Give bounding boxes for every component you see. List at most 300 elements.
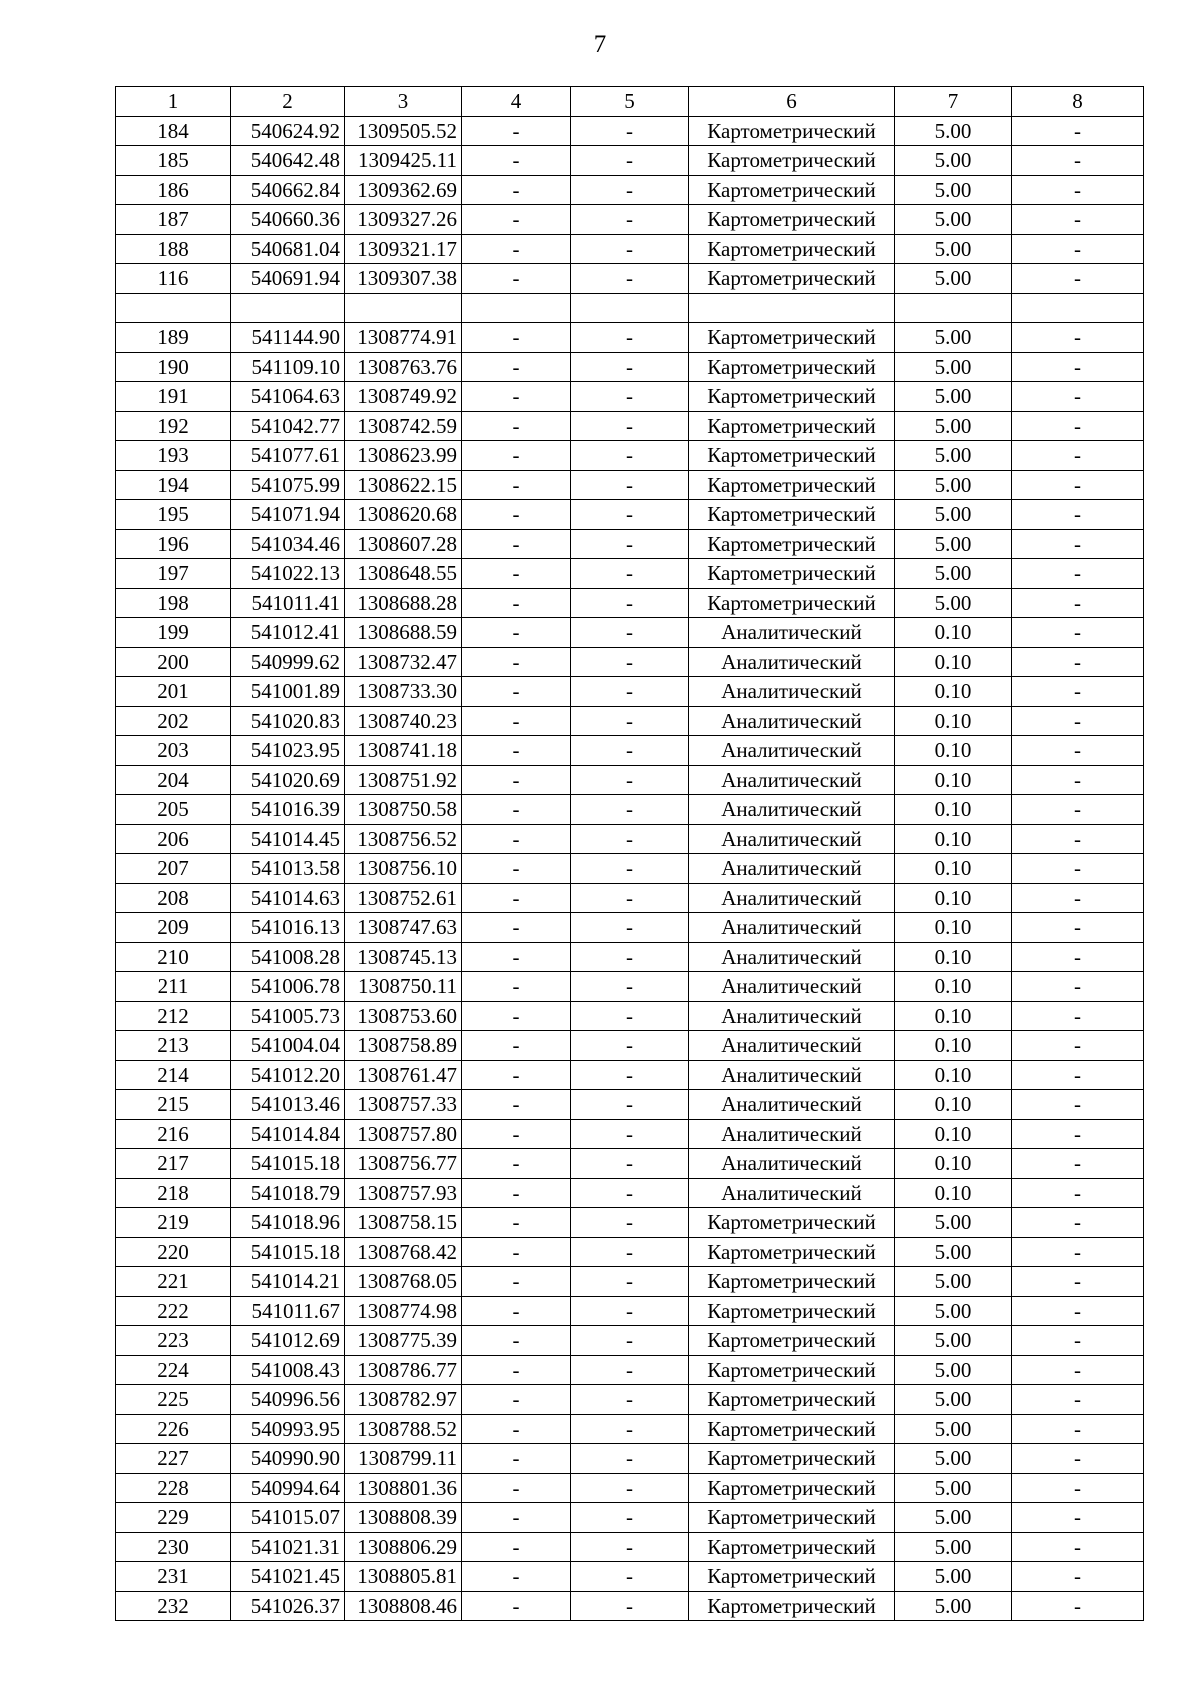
accuracy-cell: 0.10 xyxy=(895,854,1012,884)
y-coordinate-cell: 1308752.61 xyxy=(345,883,462,913)
column-8-cell: - xyxy=(1012,1385,1144,1415)
y-coordinate-cell: 1308799.11 xyxy=(345,1444,462,1474)
accuracy-cell: 5.00 xyxy=(895,323,1012,353)
x-coordinate-cell: 541023.95 xyxy=(231,736,345,766)
method-cell: Картометрический xyxy=(689,1591,895,1621)
method-cell: Аналитический xyxy=(689,883,895,913)
column-4-cell xyxy=(462,293,571,323)
method-cell: Картометрический xyxy=(689,352,895,382)
table-row xyxy=(116,913,1144,943)
column-5-cell: - xyxy=(571,1119,689,1149)
point-number-cell: 206 xyxy=(116,824,231,854)
column-4-cell: - xyxy=(462,175,571,205)
column-4-cell: - xyxy=(462,883,571,913)
column-8-cell: - xyxy=(1012,972,1144,1002)
column-8-cell: - xyxy=(1012,1060,1144,1090)
column-5-cell: - xyxy=(571,175,689,205)
header-cell-1: 1 xyxy=(116,87,231,117)
header-cell-2: 2 xyxy=(231,87,345,117)
table-row xyxy=(116,1237,1144,1267)
y-coordinate-cell: 1308749.92 xyxy=(345,382,462,412)
method-cell: Аналитический xyxy=(689,677,895,707)
column-8-cell: - xyxy=(1012,883,1144,913)
x-coordinate-cell: 540624.92 xyxy=(231,116,345,146)
column-4-cell: - xyxy=(462,1296,571,1326)
y-coordinate-cell: 1308745.13 xyxy=(345,942,462,972)
table-row xyxy=(116,706,1144,736)
column-4-cell: - xyxy=(462,1503,571,1533)
column-8-cell: - xyxy=(1012,942,1144,972)
accuracy-cell: 5.00 xyxy=(895,441,1012,471)
column-4-cell: - xyxy=(462,765,571,795)
method-cell: Картометрический xyxy=(689,1237,895,1267)
point-number-cell: 214 xyxy=(116,1060,231,1090)
accuracy-cell: 5.00 xyxy=(895,1562,1012,1592)
table-row xyxy=(116,1532,1144,1562)
column-8-cell: - xyxy=(1012,1326,1144,1356)
y-coordinate-cell: 1308747.63 xyxy=(345,913,462,943)
point-number-cell: 187 xyxy=(116,205,231,235)
x-coordinate-cell: 540993.95 xyxy=(231,1414,345,1444)
y-coordinate-cell: 1308768.05 xyxy=(345,1267,462,1297)
y-coordinate-cell: 1308753.60 xyxy=(345,1001,462,1031)
column-5-cell: - xyxy=(571,588,689,618)
column-5-cell: - xyxy=(571,382,689,412)
method-cell: Картометрический xyxy=(689,441,895,471)
column-4-cell: - xyxy=(462,559,571,589)
x-coordinate-cell: 540990.90 xyxy=(231,1444,345,1474)
x-coordinate-cell: 540999.62 xyxy=(231,647,345,677)
column-5-cell: - xyxy=(571,470,689,500)
y-coordinate-cell: 1308768.42 xyxy=(345,1237,462,1267)
table-row xyxy=(116,883,1144,913)
table-row xyxy=(116,1473,1144,1503)
accuracy-cell: 0.10 xyxy=(895,677,1012,707)
column-8-cell: - xyxy=(1012,205,1144,235)
point-number-cell: 186 xyxy=(116,175,231,205)
method-cell: Картометрический xyxy=(689,1326,895,1356)
column-8-cell: - xyxy=(1012,1562,1144,1592)
column-8-cell: - xyxy=(1012,382,1144,412)
table-row xyxy=(116,1326,1144,1356)
accuracy-cell: 5.00 xyxy=(895,1267,1012,1297)
y-coordinate-cell: 1308688.28 xyxy=(345,588,462,618)
column-5-cell: - xyxy=(571,765,689,795)
accuracy-cell: 5.00 xyxy=(895,1444,1012,1474)
point-number-cell: 222 xyxy=(116,1296,231,1326)
y-coordinate-cell: 1309362.69 xyxy=(345,175,462,205)
method-cell: Картометрический xyxy=(689,1562,895,1592)
point-number-cell: 225 xyxy=(116,1385,231,1415)
table-body xyxy=(116,87,1144,1621)
point-number-cell: 203 xyxy=(116,736,231,766)
accuracy-cell: 0.10 xyxy=(895,1090,1012,1120)
column-4-cell: - xyxy=(462,1562,571,1592)
column-5-cell: - xyxy=(571,1385,689,1415)
y-coordinate-cell: 1308782.97 xyxy=(345,1385,462,1415)
y-coordinate-cell: 1308757.93 xyxy=(345,1178,462,1208)
column-8-cell: - xyxy=(1012,1090,1144,1120)
accuracy-cell: 0.10 xyxy=(895,1119,1012,1149)
y-coordinate-cell: 1308757.33 xyxy=(345,1090,462,1120)
column-5-cell: - xyxy=(571,1149,689,1179)
method-cell: Картометрический xyxy=(689,382,895,412)
column-5-cell: - xyxy=(571,618,689,648)
point-number-cell: 196 xyxy=(116,529,231,559)
column-8-cell: - xyxy=(1012,529,1144,559)
point-number-cell: 191 xyxy=(116,382,231,412)
table-row xyxy=(116,559,1144,589)
accuracy-cell: 5.00 xyxy=(895,382,1012,412)
method-cell: Картометрический xyxy=(689,500,895,530)
method-cell: Картометрический xyxy=(689,1355,895,1385)
table-row xyxy=(116,972,1144,1002)
column-5-cell: - xyxy=(571,1060,689,1090)
accuracy-cell: 5.00 xyxy=(895,352,1012,382)
method-cell: Аналитический xyxy=(689,1149,895,1179)
table-row xyxy=(116,677,1144,707)
accuracy-cell: 5.00 xyxy=(895,234,1012,264)
method-cell: Картометрический xyxy=(689,1444,895,1474)
column-5-cell: - xyxy=(571,1414,689,1444)
column-8-cell: - xyxy=(1012,411,1144,441)
x-coordinate-cell: 541008.43 xyxy=(231,1355,345,1385)
accuracy-cell: 5.00 xyxy=(895,470,1012,500)
column-4-cell: - xyxy=(462,382,571,412)
method-cell: Картометрический xyxy=(689,559,895,589)
column-4-cell: - xyxy=(462,647,571,677)
column-5-cell: - xyxy=(571,677,689,707)
column-8-cell: - xyxy=(1012,500,1144,530)
accuracy-cell: 5.00 xyxy=(895,175,1012,205)
column-5-cell: - xyxy=(571,352,689,382)
column-8-cell: - xyxy=(1012,470,1144,500)
table-row xyxy=(116,1090,1144,1120)
x-coordinate-cell: 541064.63 xyxy=(231,382,345,412)
point-number-cell: 198 xyxy=(116,588,231,618)
method-cell: Картометрический xyxy=(689,1296,895,1326)
accuracy-cell: 5.00 xyxy=(895,116,1012,146)
column-4-cell: - xyxy=(462,618,571,648)
column-8-cell: - xyxy=(1012,1414,1144,1444)
point-number-cell: 213 xyxy=(116,1031,231,1061)
accuracy-cell: 0.10 xyxy=(895,1060,1012,1090)
column-8-cell: - xyxy=(1012,323,1144,353)
table-row xyxy=(116,293,1144,323)
point-number-cell: 184 xyxy=(116,116,231,146)
table-row xyxy=(116,382,1144,412)
column-4-cell: - xyxy=(462,854,571,884)
column-4-cell: - xyxy=(462,500,571,530)
x-coordinate-cell: 541144.90 xyxy=(231,323,345,353)
y-coordinate-cell: 1308742.59 xyxy=(345,411,462,441)
method-cell: Аналитический xyxy=(689,618,895,648)
method-cell: Аналитический xyxy=(689,736,895,766)
point-number-cell: 202 xyxy=(116,706,231,736)
accuracy-cell: 0.10 xyxy=(895,618,1012,648)
y-coordinate-cell: 1309307.38 xyxy=(345,264,462,294)
column-4-cell: - xyxy=(462,441,571,471)
x-coordinate-cell: 541071.94 xyxy=(231,500,345,530)
x-coordinate-cell: 541109.10 xyxy=(231,352,345,382)
point-number-cell: 219 xyxy=(116,1208,231,1238)
accuracy-cell: 5.00 xyxy=(895,588,1012,618)
y-coordinate-cell: 1308756.52 xyxy=(345,824,462,854)
point-number-cell xyxy=(116,293,231,323)
x-coordinate-cell: 541011.67 xyxy=(231,1296,345,1326)
method-cell: Картометрический xyxy=(689,1267,895,1297)
accuracy-cell: 5.00 xyxy=(895,1385,1012,1415)
x-coordinate-cell: 541014.84 xyxy=(231,1119,345,1149)
header-cell-3: 3 xyxy=(345,87,462,117)
accuracy-cell: 5.00 xyxy=(895,205,1012,235)
column-8-cell: - xyxy=(1012,1296,1144,1326)
y-coordinate-cell: 1308733.30 xyxy=(345,677,462,707)
method-cell: Картометрический xyxy=(689,1473,895,1503)
column-4-cell: - xyxy=(462,972,571,1002)
method-cell: Картометрический xyxy=(689,1208,895,1238)
x-coordinate-cell: 541004.04 xyxy=(231,1031,345,1061)
y-coordinate-cell: 1308801.36 xyxy=(345,1473,462,1503)
table-row xyxy=(116,116,1144,146)
table-row xyxy=(116,1178,1144,1208)
x-coordinate-cell: 541014.63 xyxy=(231,883,345,913)
method-cell: Картометрический xyxy=(689,116,895,146)
y-coordinate-cell: 1308774.98 xyxy=(345,1296,462,1326)
column-4-cell: - xyxy=(462,116,571,146)
point-number-cell: 188 xyxy=(116,234,231,264)
y-coordinate-cell: 1308750.11 xyxy=(345,972,462,1002)
column-4-cell: - xyxy=(462,942,571,972)
column-5-cell: - xyxy=(571,205,689,235)
column-8-cell: - xyxy=(1012,1208,1144,1238)
column-5-cell: - xyxy=(571,1503,689,1533)
point-number-cell: 211 xyxy=(116,972,231,1002)
point-number-cell: 226 xyxy=(116,1414,231,1444)
x-coordinate-cell: 541015.07 xyxy=(231,1503,345,1533)
method-cell: Аналитический xyxy=(689,942,895,972)
table-row xyxy=(116,205,1144,235)
x-coordinate-cell: 540662.84 xyxy=(231,175,345,205)
column-8-cell: - xyxy=(1012,1237,1144,1267)
column-4-cell: - xyxy=(462,205,571,235)
point-number-cell: 209 xyxy=(116,913,231,943)
accuracy-cell: 0.10 xyxy=(895,736,1012,766)
column-4-cell: - xyxy=(462,146,571,176)
x-coordinate-cell: 540996.56 xyxy=(231,1385,345,1415)
column-5-cell: - xyxy=(571,146,689,176)
column-8-cell: - xyxy=(1012,234,1144,264)
column-4-cell: - xyxy=(462,1090,571,1120)
table-row xyxy=(116,1149,1144,1179)
table-row xyxy=(116,234,1144,264)
x-coordinate-cell: 541022.13 xyxy=(231,559,345,589)
column-4-cell: - xyxy=(462,1178,571,1208)
point-number-cell: 229 xyxy=(116,1503,231,1533)
accuracy-cell: 0.10 xyxy=(895,1178,1012,1208)
header-cell-6: 6 xyxy=(689,87,895,117)
table-row xyxy=(116,1060,1144,1090)
column-4-cell: - xyxy=(462,1267,571,1297)
point-number-cell: 224 xyxy=(116,1355,231,1385)
x-coordinate-cell: 541012.20 xyxy=(231,1060,345,1090)
column-5-cell: - xyxy=(571,116,689,146)
x-coordinate-cell: 541012.69 xyxy=(231,1326,345,1356)
point-number-cell: 197 xyxy=(116,559,231,589)
point-number-cell: 195 xyxy=(116,500,231,530)
y-coordinate-cell: 1308805.81 xyxy=(345,1562,462,1592)
column-8-cell: - xyxy=(1012,588,1144,618)
x-coordinate-cell: 541005.73 xyxy=(231,1001,345,1031)
point-number-cell: 221 xyxy=(116,1267,231,1297)
method-cell: Картометрический xyxy=(689,323,895,353)
column-4-cell: - xyxy=(462,1119,571,1149)
header-cell-5: 5 xyxy=(571,87,689,117)
y-coordinate-cell: 1308756.10 xyxy=(345,854,462,884)
accuracy-cell: 0.10 xyxy=(895,883,1012,913)
x-coordinate-cell: 541008.28 xyxy=(231,942,345,972)
column-5-cell: - xyxy=(571,1296,689,1326)
header-cell-8: 8 xyxy=(1012,87,1144,117)
point-number-cell: 200 xyxy=(116,647,231,677)
column-5-cell: - xyxy=(571,795,689,825)
method-cell: Картометрический xyxy=(689,1414,895,1444)
y-coordinate-cell: 1308808.39 xyxy=(345,1503,462,1533)
point-number-cell: 194 xyxy=(116,470,231,500)
accuracy-cell: 5.00 xyxy=(895,529,1012,559)
x-coordinate-cell: 541021.45 xyxy=(231,1562,345,1592)
column-5-cell: - xyxy=(571,323,689,353)
column-4-cell: - xyxy=(462,1355,571,1385)
column-5-cell: - xyxy=(571,500,689,530)
y-coordinate-cell: 1308788.52 xyxy=(345,1414,462,1444)
column-8-cell: - xyxy=(1012,736,1144,766)
y-coordinate-cell: 1308607.28 xyxy=(345,529,462,559)
column-4-cell: - xyxy=(462,1031,571,1061)
x-coordinate-cell: 541034.46 xyxy=(231,529,345,559)
column-5-cell: - xyxy=(571,1562,689,1592)
column-5-cell: - xyxy=(571,1031,689,1061)
y-coordinate-cell: 1308761.47 xyxy=(345,1060,462,1090)
accuracy-cell: 0.10 xyxy=(895,972,1012,1002)
column-8-cell: - xyxy=(1012,559,1144,589)
column-8-cell: - xyxy=(1012,765,1144,795)
x-coordinate-cell: 541077.61 xyxy=(231,441,345,471)
point-number-cell: 190 xyxy=(116,352,231,382)
table-row xyxy=(116,411,1144,441)
table-row xyxy=(116,854,1144,884)
table-row xyxy=(116,441,1144,471)
column-4-cell: - xyxy=(462,795,571,825)
table-row xyxy=(116,1208,1144,1238)
table-row xyxy=(116,795,1144,825)
point-number-cell: 232 xyxy=(116,1591,231,1621)
accuracy-cell: 0.10 xyxy=(895,824,1012,854)
point-number-cell: 216 xyxy=(116,1119,231,1149)
column-5-cell: - xyxy=(571,913,689,943)
point-number-cell: 199 xyxy=(116,618,231,648)
column-8-cell: - xyxy=(1012,1267,1144,1297)
point-number-cell: 185 xyxy=(116,146,231,176)
column-8-cell xyxy=(1012,293,1144,323)
column-5-cell xyxy=(571,293,689,323)
point-number-cell: 212 xyxy=(116,1001,231,1031)
column-4-cell: - xyxy=(462,1444,571,1474)
column-4-cell: - xyxy=(462,824,571,854)
column-4-cell: - xyxy=(462,1414,571,1444)
column-8-cell: - xyxy=(1012,1119,1144,1149)
y-coordinate-cell: 1308750.58 xyxy=(345,795,462,825)
accuracy-cell: 5.00 xyxy=(895,1503,1012,1533)
accuracy-cell: 0.10 xyxy=(895,1001,1012,1031)
method-cell: Картометрический xyxy=(689,175,895,205)
x-coordinate-cell: 541013.58 xyxy=(231,854,345,884)
method-cell: Аналитический xyxy=(689,1090,895,1120)
column-4-cell: - xyxy=(462,677,571,707)
method-cell: Аналитический xyxy=(689,972,895,1002)
table-row xyxy=(116,323,1144,353)
column-8-cell: - xyxy=(1012,175,1144,205)
column-4-cell: - xyxy=(462,1149,571,1179)
column-8-cell: - xyxy=(1012,1444,1144,1474)
point-number-cell: 189 xyxy=(116,323,231,353)
column-8-cell: - xyxy=(1012,146,1144,176)
header-cell-4: 4 xyxy=(462,87,571,117)
column-4-cell: - xyxy=(462,352,571,382)
column-5-cell: - xyxy=(571,1591,689,1621)
column-5-cell: - xyxy=(571,1237,689,1267)
y-coordinate-cell: 1308623.99 xyxy=(345,441,462,471)
accuracy-cell: 5.00 xyxy=(895,1326,1012,1356)
table-row xyxy=(116,1355,1144,1385)
y-coordinate-cell: 1308732.47 xyxy=(345,647,462,677)
point-number-cell: 215 xyxy=(116,1090,231,1120)
column-5-cell: - xyxy=(571,883,689,913)
column-8-cell: - xyxy=(1012,854,1144,884)
point-number-cell: 217 xyxy=(116,1149,231,1179)
x-coordinate-cell: 541016.13 xyxy=(231,913,345,943)
method-cell: Картометрический xyxy=(689,205,895,235)
method-cell xyxy=(689,293,895,323)
accuracy-cell xyxy=(895,293,1012,323)
x-coordinate-cell: 540642.48 xyxy=(231,146,345,176)
accuracy-cell: 5.00 xyxy=(895,500,1012,530)
column-4-cell: - xyxy=(462,1001,571,1031)
point-number-cell: 231 xyxy=(116,1562,231,1592)
column-4-cell: - xyxy=(462,588,571,618)
column-8-cell: - xyxy=(1012,1001,1144,1031)
method-cell: Аналитический xyxy=(689,1060,895,1090)
column-5-cell: - xyxy=(571,559,689,589)
column-4-cell: - xyxy=(462,1208,571,1238)
column-4-cell: - xyxy=(462,736,571,766)
y-coordinate-cell: 1309425.11 xyxy=(345,146,462,176)
column-4-cell: - xyxy=(462,1591,571,1621)
method-cell: Аналитический xyxy=(689,706,895,736)
accuracy-cell: 0.10 xyxy=(895,1149,1012,1179)
table-row xyxy=(116,146,1144,176)
method-cell: Картометрический xyxy=(689,146,895,176)
column-8-cell: - xyxy=(1012,116,1144,146)
point-number-cell: 204 xyxy=(116,765,231,795)
column-5-cell: - xyxy=(571,1532,689,1562)
accuracy-cell: 0.10 xyxy=(895,706,1012,736)
x-coordinate-cell: 541014.45 xyxy=(231,824,345,854)
x-coordinate-cell: 541018.79 xyxy=(231,1178,345,1208)
column-8-cell: - xyxy=(1012,795,1144,825)
point-number-cell: 201 xyxy=(116,677,231,707)
table-row xyxy=(116,618,1144,648)
